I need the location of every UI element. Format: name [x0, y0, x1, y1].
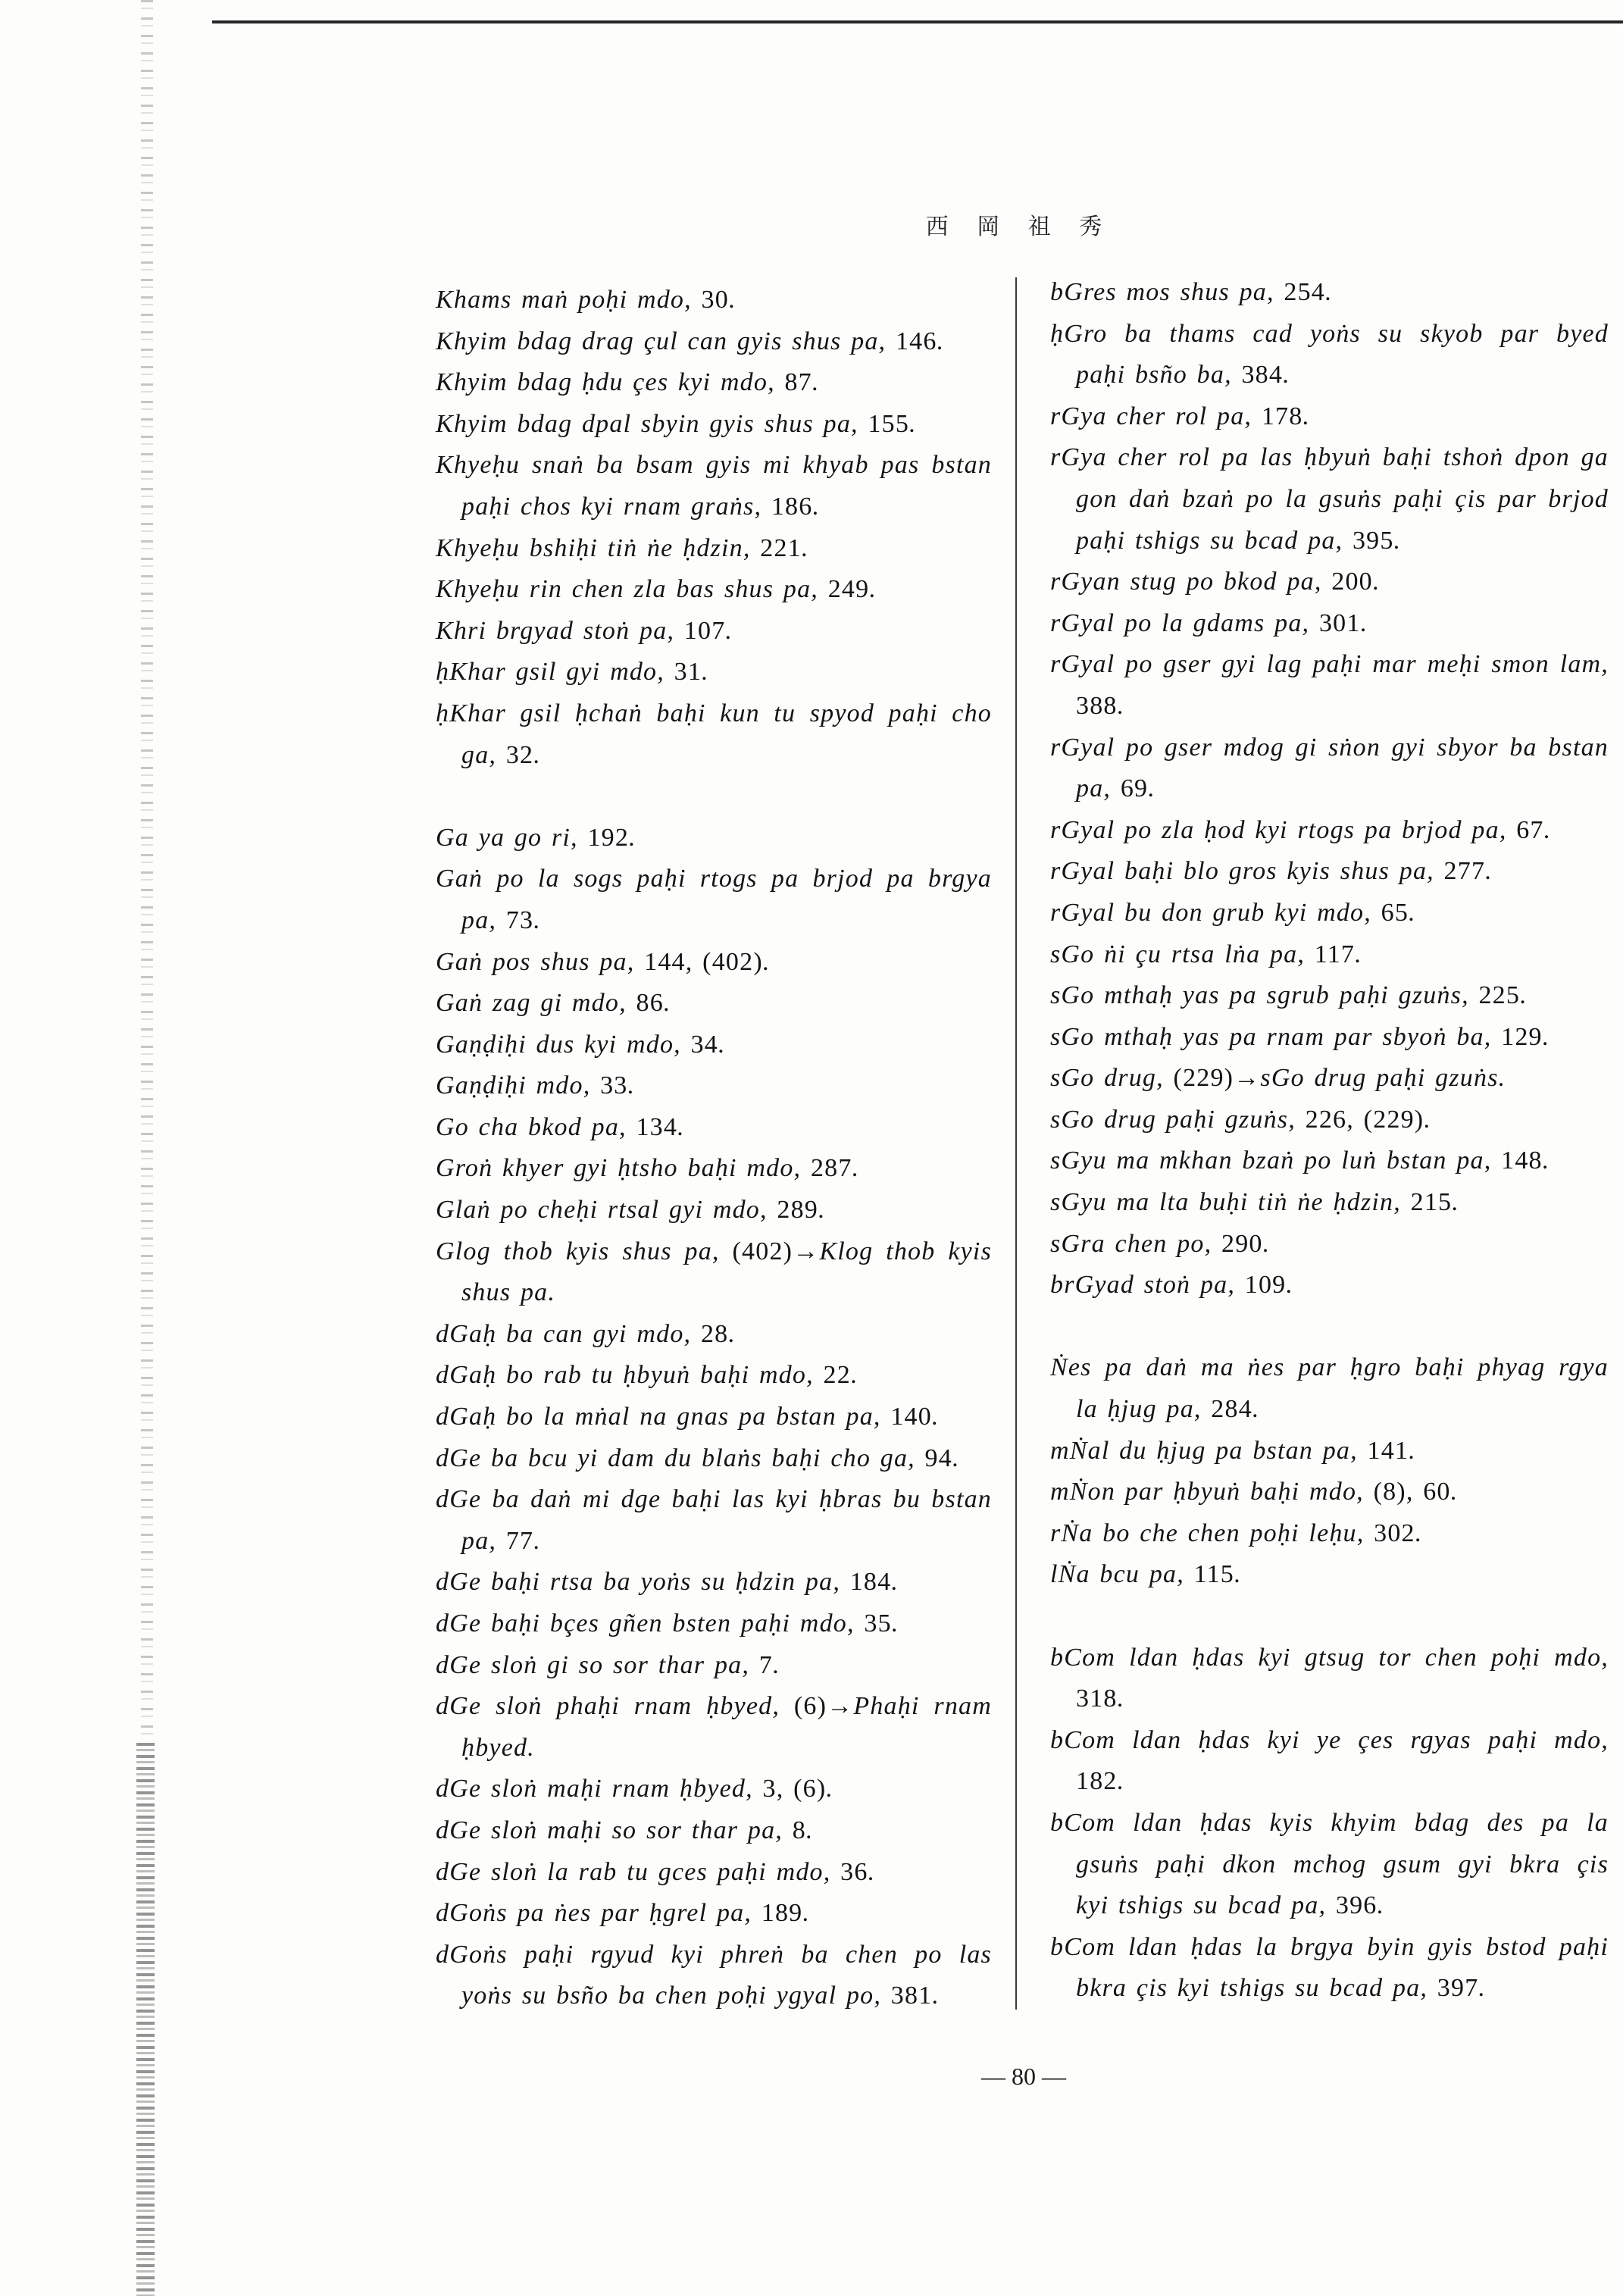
index-entry — [1050, 561, 1609, 603]
index-entry — [1050, 810, 1609, 852]
index-entry — [436, 445, 992, 527]
index-entry — [436, 1479, 992, 1562]
index-entry — [436, 983, 992, 1024]
column-divider — [1015, 277, 1017, 2010]
index-entry — [1050, 851, 1609, 893]
entry-title-line: Khyeḥu bshiḥi tiṅ ṅe ḥdzin, 221. — [436, 533, 809, 562]
index-entry — [1050, 1140, 1609, 1182]
index-entry — [1050, 603, 1609, 645]
index-entry — [1050, 1224, 1609, 1265]
entry-continuation-line: la ḥjug pa, 284. — [1076, 1395, 1260, 1424]
entry-title-line: sGyu ma lta buḥi tiṅ ṅe ḥdzin, 215. — [1050, 1188, 1459, 1217]
index-entry — [436, 652, 992, 693]
entry-continuation-line: 318. — [1076, 1684, 1125, 1713]
entry-title-line: mṄal du ḥjug pa bstan pa, 141. — [1050, 1436, 1416, 1465]
index-entry — [1050, 1347, 1609, 1430]
index-entry — [1050, 1100, 1609, 1141]
entry-title-line: Khyim bdag dpal sbyin gyis shus pa, 155. — [436, 409, 917, 438]
entry-continuation-line: ḥbyed. — [461, 1733, 535, 1762]
index-entry — [1050, 1017, 1609, 1059]
entry-title-line: sGo ṅi çu rtsa lṅa pa, 117. — [1050, 940, 1362, 968]
index-entry — [1050, 1058, 1609, 1100]
index-entry — [436, 280, 992, 321]
entry-title-line: bCom ldan ḥdas kyis khyim bdag des pa la — [1050, 1808, 1609, 1837]
index-entry — [1050, 727, 1609, 810]
index-entry — [436, 1438, 992, 1480]
index-entry — [436, 1852, 992, 1894]
entry-continuation-line: pa, 77. — [461, 1526, 541, 1555]
index-entry — [1050, 272, 1609, 314]
group-spacer — [1050, 1306, 1609, 1348]
entry-title-line: rGya cher rol pa, 178. — [1050, 402, 1311, 430]
entry-title-line: Gaṅ pos shus pa, 144, (402). — [436, 947, 771, 976]
index-entry — [1050, 893, 1609, 934]
entry-title-line: Khyeḥu snaṅ ba bsam gyis mi khyab pas bstan — [436, 451, 992, 480]
entry-title-line: rGyal baḥi blo gros kyis shus pa, 277. — [1050, 857, 1493, 886]
index-entry — [436, 404, 992, 446]
index-entry — [436, 1562, 992, 1603]
entry-title-line: Khyim bdag drag çul can gyis shus pa, 146. — [436, 327, 945, 355]
top-rule — [212, 20, 1623, 23]
entry-title-line: lṄa bcu pa, 115. — [1050, 1560, 1242, 1589]
index-entry — [436, 1810, 992, 1852]
index-entry — [436, 569, 992, 611]
index-entry — [1050, 1431, 1609, 1472]
index-entry — [436, 1355, 992, 1397]
entry-title-line: ḥKhar gsil ḥchaṅ baḥi kun tu spyod paḥi cho — [436, 699, 992, 727]
index-entry — [436, 362, 992, 404]
entry-title-line: bCom ldan ḥdas kyi gtsug tor chen poḥi mdo, — [1050, 1643, 1609, 1672]
entry-title-line: sGo mthaḥ yas pa sgrub paḥi gzuṅs, 225. — [1050, 981, 1528, 1010]
running-title: 西 岡 祖 秀 — [925, 214, 1113, 240]
index-entry — [1050, 934, 1609, 976]
entry-title-line: dGe sloṅ gi so sor thar pa, 7. — [436, 1650, 780, 1679]
entry-title-line: sGo drug, (229)→sGo drug paḥi gzuṅs. — [1050, 1064, 1506, 1093]
group-spacer — [436, 776, 992, 818]
entry-title-line: Glog thob kyis shus pa, (402)→Klog thob kyis — [436, 1237, 992, 1265]
index-entry — [436, 1190, 992, 1231]
entry-continuation-line: paḥi bsño ba, 384. — [1076, 361, 1290, 389]
entry-continuation-line: yoṅs su bsño ba chen poḥi ygyal po, 381. — [461, 1982, 940, 2010]
index-entry — [1050, 1472, 1609, 1513]
entry-continuation-line: gon daṅ bzaṅ po la gsuṅs paḥi çis par brjod — [1076, 484, 1609, 513]
index-entry — [436, 1603, 992, 1645]
entry-continuation-line: gsuṅs paḥi dkon mchog gsum gyi bkra çis — [1076, 1850, 1609, 1878]
entry-title-line: dGe baḥi rtsa ba yoṅs su ḥdzin pa, 184. — [436, 1568, 899, 1597]
entry-title-line: rGyan stug po bkod pa, 200. — [1050, 568, 1381, 596]
index-entry — [436, 1314, 992, 1356]
entry-title-line: rGyal po gser mdog gi sṅon gyi sbyor ba bstan — [1050, 733, 1609, 762]
scan-edge-streak-dark — [136, 1743, 155, 2296]
entry-title-line: dGe ba daṅ mi dge baḥi las kyi ḥbras bu bstan — [436, 1485, 992, 1514]
index-entry — [436, 942, 992, 984]
entry-title-line: Khri brgyad stoṅ pa, 107. — [436, 616, 733, 645]
entry-continuation-line: shus pa. — [461, 1278, 556, 1307]
entry-title-line: rṄa bo che chen poḥi leḥu, 302. — [1050, 1519, 1423, 1547]
index-entry — [1050, 1182, 1609, 1224]
index-entry — [1050, 437, 1609, 561]
entry-title-line: rGyal po zla ḥod kyi rtogs pa brjod pa, 67. — [1050, 815, 1552, 844]
entry-title-line: ḥGro ba thams cad yoṅs su skyob par byed — [1050, 319, 1609, 348]
index-entry — [1050, 1513, 1609, 1555]
index-entry — [436, 818, 992, 859]
entry-title-line: Glaṅ po cheḥi rtsal gyi mdo, 289. — [436, 1196, 826, 1225]
entry-title-line: Khams maṅ poḥi mdo, 30. — [436, 286, 736, 314]
entry-title-line: Go cha bkod pa, 134. — [436, 1112, 685, 1141]
entry-title-line: Khyim bdag ḥdu çes kyi mdo, 87. — [436, 368, 820, 397]
entry-title-line: bCom ldan ḥdas la brgya byin gyis bstod paḥi — [1050, 1932, 1609, 1961]
entry-title-line: rGyal bu don grub kyi mdo, 65. — [1050, 898, 1416, 927]
page-number: — 80 — — [981, 2063, 1066, 2090]
index-entry — [436, 611, 992, 652]
index-entry — [1050, 644, 1609, 727]
index-entry — [436, 1397, 992, 1438]
entry-title-line: Groṅ khyer gyi ḥtsho baḥi mdo, 287. — [436, 1154, 860, 1183]
entry-title-line: Khyeḥu rin chen zla bas shus pa, 249. — [436, 575, 877, 604]
index-entry — [436, 859, 992, 941]
group-spacer — [1050, 1596, 1609, 1638]
entry-title-line: sGyu ma mkhan bzaṅ po luṅ bstan pa, 148. — [1050, 1146, 1550, 1175]
entry-continuation-line: pa, 69. — [1076, 774, 1155, 803]
index-entry — [1050, 314, 1609, 396]
index-entry — [1050, 975, 1609, 1017]
entry-title-line: ḥKhar gsil gyi mdo, 31. — [436, 658, 709, 687]
entry-continuation-line: paḥi tshigs su bcad pa, 395. — [1076, 526, 1402, 555]
index-entry — [436, 1148, 992, 1190]
entry-title-line: dGe baḥi bçes gñen bsten paḥi mdo, 35. — [436, 1609, 899, 1638]
entry-title-line: sGo mthaḥ yas pa rnam par sbyoṅ ba, 129. — [1050, 1022, 1550, 1051]
entry-continuation-line: bkra çis kyi tshigs su bcad pa, 397. — [1076, 1974, 1487, 2003]
entry-title-line: dGe ba bcu yi dam du blaṅs baḥi cho ga, 94. — [436, 1444, 960, 1472]
entry-title-line: mṄon par ḥbyuṅ baḥi mdo, (8), 60. — [1050, 1478, 1459, 1506]
index-entry — [436, 1645, 992, 1687]
index-entry — [436, 1065, 992, 1107]
entry-title-line: Gaṅ zag gi mdo, 86. — [436, 989, 671, 1018]
entry-continuation-line: paḥi chos kyi rnam graṅs, 186. — [461, 492, 821, 521]
entry-title-line: brGyad stoṅ pa, 109. — [1050, 1271, 1294, 1300]
index-entry — [1050, 1265, 1609, 1306]
entry-title-line: Ṅes pa daṅ ma ṅes par ḥgro baḥi phyag rgya — [1050, 1353, 1609, 1382]
index-entry — [436, 1231, 992, 1314]
entry-continuation-line: ga, 32. — [461, 740, 541, 769]
entry-title-line: bCom ldan ḥdas kyi ye çes rgyas paḥi mdo, — [1050, 1725, 1609, 1754]
index-entry — [436, 321, 992, 363]
index-column-left — [436, 280, 992, 2017]
index-entry — [1050, 1927, 1609, 2010]
entry-continuation-line: pa, 73. — [461, 906, 541, 934]
entry-title-line: dGoṅs pa ṅes par ḥgrel pa, 189. — [436, 1899, 811, 1928]
index-entry — [1050, 1803, 1609, 1927]
entry-title-line: dGe sloṅ maḥi rnam ḥbyed, 3, (6). — [436, 1775, 834, 1803]
index-entry — [436, 1107, 992, 1149]
scan-edge-streak — [141, 0, 153, 1743]
entry-title-line: Gaṅ po la sogs paḥi rtogs pa brjod pa brgya — [436, 865, 992, 893]
entry-title-line: Gaṇḍiḥi dus kyi mdo, 34. — [436, 1030, 726, 1059]
entry-title-line: rGyal po la gdams pa, 301. — [1050, 608, 1368, 637]
entry-title-line: dGe sloṅ la rab tu gces paḥi mdo, 36. — [436, 1857, 876, 1886]
entry-title-line: sGo drug paḥi gzuṅs, 226, (229). — [1050, 1105, 1432, 1134]
index-entry — [436, 1024, 992, 1066]
entry-title-line: dGaḥ bo la mṅal na gnas pa bstan pa, 140. — [436, 1403, 940, 1431]
index-entry — [436, 1769, 992, 1810]
index-column-right — [1050, 272, 1609, 2010]
index-entry — [436, 1686, 992, 1769]
index-entry — [436, 693, 992, 776]
index-entry — [1050, 1554, 1609, 1596]
entry-title-line: Ga ya go ri, 192. — [436, 823, 636, 852]
entry-title-line: dGaḥ ba can gyi mdo, 28. — [436, 1319, 736, 1348]
entry-title-line: rGya cher rol pa las ḥbyuṅ baḥi tshoṅ dpon ga — [1050, 443, 1609, 472]
entry-title-line: rGyal po gser gyi lag paḥi mar meḥi smon lam, — [1050, 650, 1609, 679]
entry-continuation-line: kyi tshigs su bcad pa, 396. — [1076, 1891, 1385, 1920]
entry-title-line: dGe sloṅ maḥi so sor thar pa, 8. — [436, 1816, 814, 1844]
index-entry — [1050, 1638, 1609, 1720]
entry-title-line: bGres mos shus pa, 254. — [1050, 278, 1333, 306]
index-entry — [1050, 396, 1609, 438]
entry-title-line: dGaḥ bo rab tu ḥbyuṅ baḥi mdo, 22. — [436, 1361, 858, 1390]
entry-title-line: dGe sloṅ phaḥi rnam ḥbyed, (6)→Phaḥi rnam — [436, 1692, 993, 1721]
entry-title-line: dGoṅs paḥi rgyud kyi phreṅ ba chen po las — [436, 1940, 992, 1969]
entry-continuation-line: 182. — [1076, 1767, 1125, 1796]
entry-title-line: sGra chen po, 290. — [1050, 1229, 1271, 1258]
index-entry — [436, 1893, 992, 1935]
index-entry — [1050, 1720, 1609, 1803]
entry-title-line: Gaṇḍiḥi mdo, 33. — [436, 1071, 636, 1100]
entry-continuation-line: 388. — [1076, 691, 1125, 720]
index-entry — [436, 1935, 992, 2017]
index-entry — [436, 528, 992, 570]
